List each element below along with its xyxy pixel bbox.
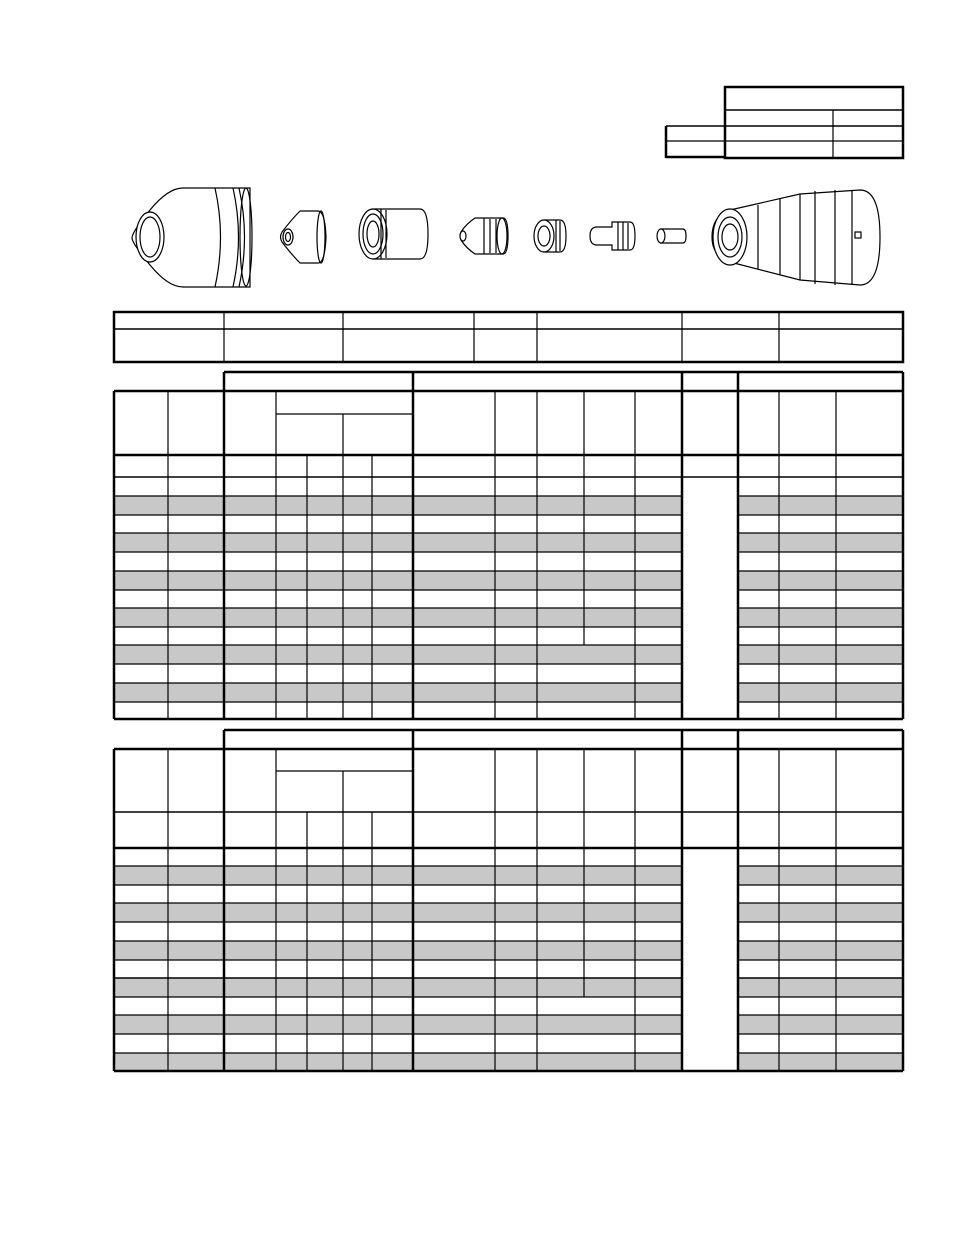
shaded-row [114, 1015, 682, 1034]
shaded-row [114, 978, 682, 997]
shaded-row [738, 683, 903, 702]
shaded-row [114, 533, 682, 552]
top-right-table [666, 87, 903, 158]
nozzle-icon [460, 218, 508, 254]
drawing-stroke [722, 224, 738, 250]
shaded-row [114, 941, 682, 960]
shield-icon [132, 188, 252, 287]
shaded-row [738, 903, 903, 922]
drawing-stroke [657, 229, 665, 243]
shaded-row [738, 608, 903, 627]
shaded-row [738, 496, 903, 515]
shaded-row [738, 978, 903, 997]
shaded-row [114, 866, 682, 885]
water-tube-icon [534, 220, 566, 252]
drawing-stroke [855, 232, 861, 238]
swirl-ring-icon [359, 209, 428, 259]
shaded-row [114, 1053, 682, 1071]
cut-chart-2 [114, 730, 903, 1071]
shaded-row [738, 1015, 903, 1034]
shaded-row [738, 645, 903, 664]
drawing-stroke [460, 231, 466, 241]
shaded-row [114, 645, 682, 664]
drawing-stroke [538, 226, 550, 246]
cut-chart-1 [114, 372, 903, 719]
shaded-row [114, 683, 682, 702]
shaded-row [114, 903, 682, 922]
drawing-stroke [286, 233, 291, 242]
electrode-icon [590, 222, 635, 250]
shaded-row [114, 496, 682, 515]
drawing-stroke [367, 221, 379, 247]
drawing-stroke [140, 217, 160, 257]
shaded-row [114, 571, 682, 590]
torch-body-icon [712, 190, 880, 285]
cut-chart-1-shading [114, 496, 903, 702]
shaded-row [738, 866, 903, 885]
insulator-tube-icon [657, 229, 686, 243]
shaded-row [114, 608, 682, 627]
top-right-table-frame [725, 87, 903, 158]
parts-diagram [132, 188, 880, 287]
shaded-row [738, 571, 903, 590]
shaded-row [738, 1053, 903, 1071]
cut-chart-2-shading [114, 866, 903, 1071]
shaded-row [738, 941, 903, 960]
consumables-table-frame [114, 312, 903, 362]
consumables-table [114, 312, 903, 362]
shaded-row [738, 533, 903, 552]
nozzle-retaining-cap-icon [281, 211, 327, 263]
